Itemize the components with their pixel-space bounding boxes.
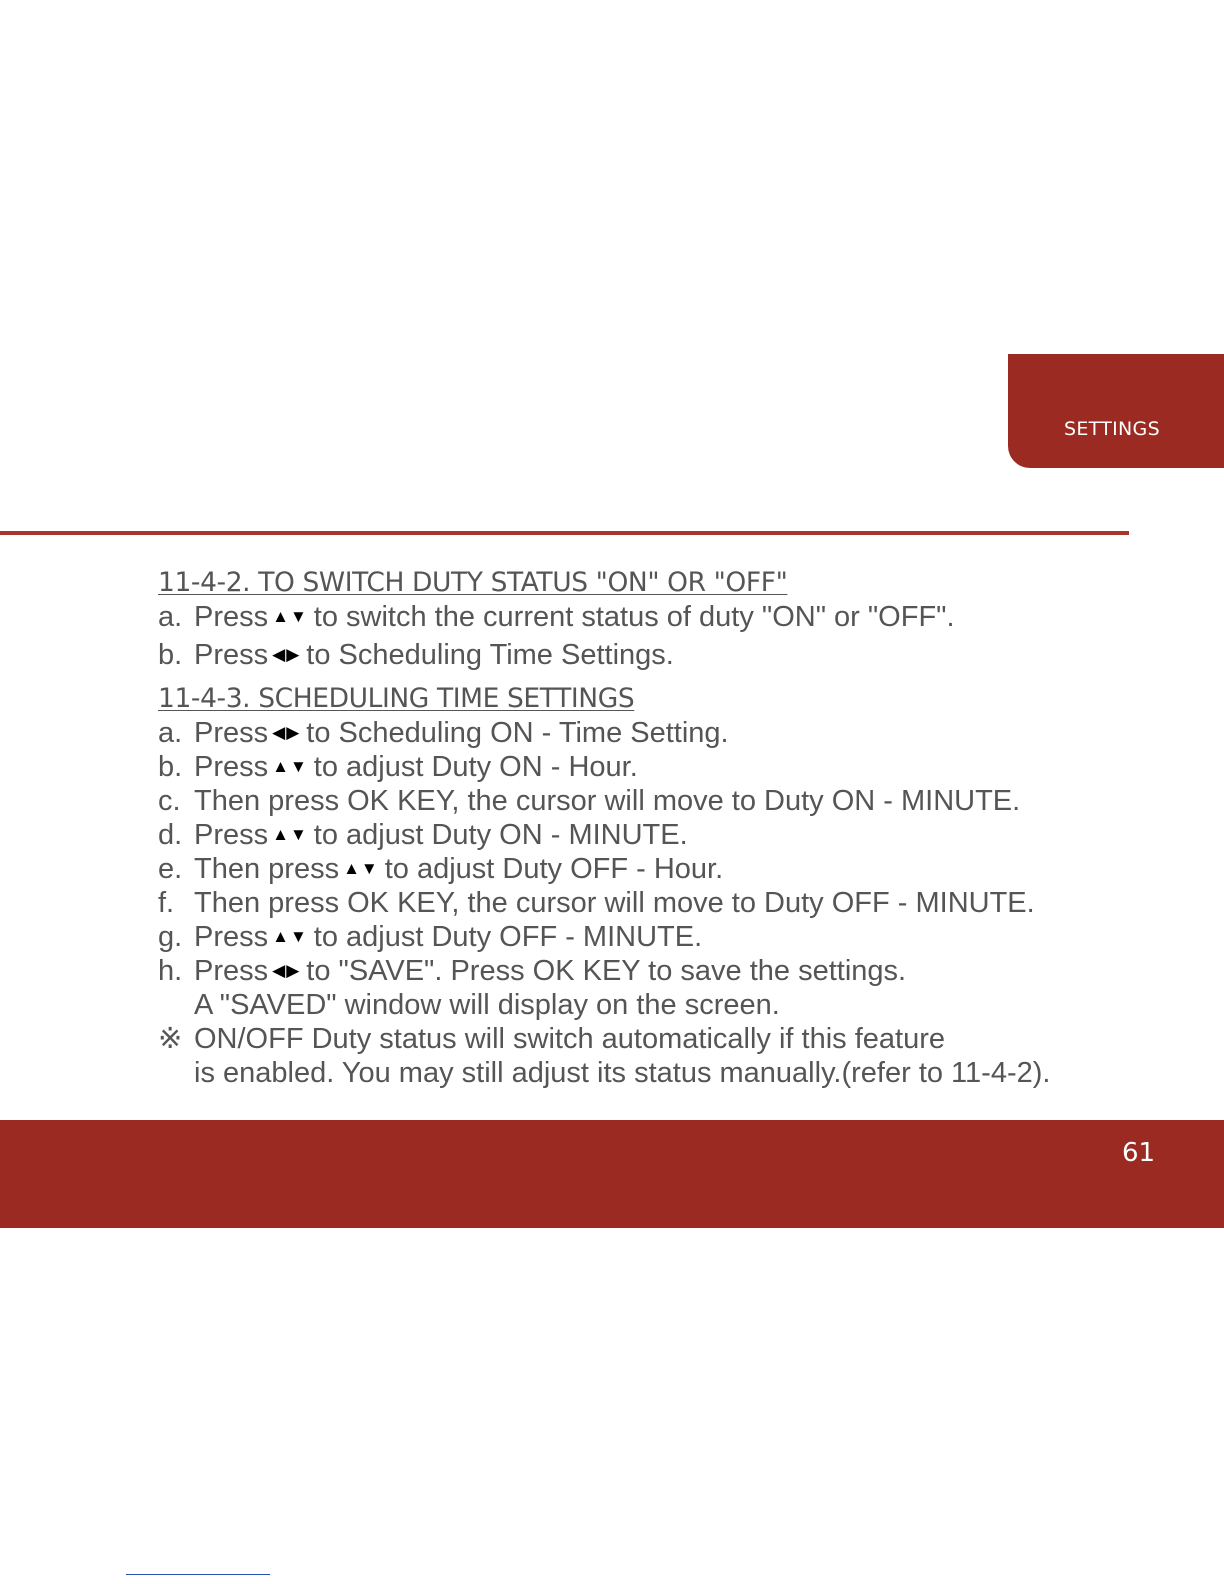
step-text [194,638,674,672]
step-text-before: Press [194,601,269,633]
step-text-after: to adjust Duty OFF - MINUTE. [313,921,703,953]
step-text-after: to Scheduling ON - Time Setting. [306,717,729,749]
step-text-before: Press [194,639,269,671]
step-text-before: Press [194,717,269,749]
up-down-arrows-icon: ▲▼ [272,825,308,844]
instructions-content [158,566,1158,1090]
step-text [194,852,723,886]
up-down-arrows-icon: ▲▼ [272,757,308,776]
step-text-before: Press [194,921,269,953]
footer-bar [0,1120,1224,1228]
step-item [158,1022,1158,1056]
step-item [158,600,1158,634]
step-item [158,886,1158,920]
header-rule [0,531,1129,535]
step-item [158,750,1158,784]
step-item [158,716,1158,750]
step-item [158,818,1158,852]
step-text-after: to Scheduling Time Settings. [306,639,674,671]
step-text-after: to "SAVE". Press OK KEY to save the settings. [306,955,907,987]
step-letter: e. [158,853,183,885]
step-text [194,750,638,784]
step-text: Then press OK KEY, the cursor will move to Duty ON - MINUTE. [194,785,1021,817]
step-letter: c. [158,785,181,817]
section-tab [1008,354,1224,468]
step-letter: f. [158,887,175,919]
up-down-arrows-icon: ▲▼ [272,607,308,626]
step-text [194,920,702,954]
step-letter: a. [158,601,183,633]
page-number: 61 [1122,1138,1156,1168]
step-text-before: Press [194,751,269,783]
step-letter: b. [158,751,183,783]
step-item [158,1056,1158,1090]
step-item [158,784,1158,818]
step-letter: ※ [158,1023,183,1055]
step-letter: a. [158,717,183,749]
step-item [158,638,1158,672]
up-down-arrows-icon: ▲▼ [343,859,379,878]
step-text: Then press OK KEY, the cursor will move to Duty OFF - MINUTE. [194,887,1035,919]
step-item [158,988,1158,1022]
step-letter: h. [158,955,183,987]
step-item [158,920,1158,954]
step-letter: d. [158,819,183,851]
step-text: is enabled. You may still adjust its status manually.(refer to 11-4-2). [194,1057,1051,1089]
section-tab-label: SETTINGS [1064,418,1160,440]
step-text [194,600,955,634]
step-text [194,716,729,750]
step-text-after: to adjust Duty ON - Hour. [313,751,638,783]
section-heading-duty-status: 11-4-2. TO SWITCH DUTY STATUS "ON" OR "OFF" [158,567,788,598]
bottom-underline [126,1574,270,1575]
step-text-after: to adjust Duty ON - MINUTE. [313,819,688,851]
left-right-arrows-icon: ◀▶ [272,961,301,980]
step-text-after: to adjust Duty OFF - Hour. [384,853,724,885]
left-right-arrows-icon: ◀▶ [272,645,301,664]
step-text-after: to switch the current status of duty "ON" or "OFF". [313,601,955,633]
step-letter: b. [158,639,183,671]
scheduling-steps [158,716,1158,1090]
step-letter: g. [158,921,183,953]
step-item [158,852,1158,886]
step-text-before: Press [194,955,269,987]
step-text-before: Then press [194,853,340,885]
duty-status-steps [158,600,1158,672]
section-heading-scheduling: 11-4-3. SCHEDULING TIME SETTINGS [158,683,635,714]
step-text [194,818,688,852]
step-text: ON/OFF Duty status will switch automatically if this feature [194,1023,945,1055]
left-right-arrows-icon: ◀▶ [272,723,301,742]
up-down-arrows-icon: ▲▼ [272,927,308,946]
step-text-before: Press [194,819,269,851]
step-item [158,954,1158,988]
step-text [194,954,906,988]
step-text: A "SAVED" window will display on the screen. [194,989,780,1021]
